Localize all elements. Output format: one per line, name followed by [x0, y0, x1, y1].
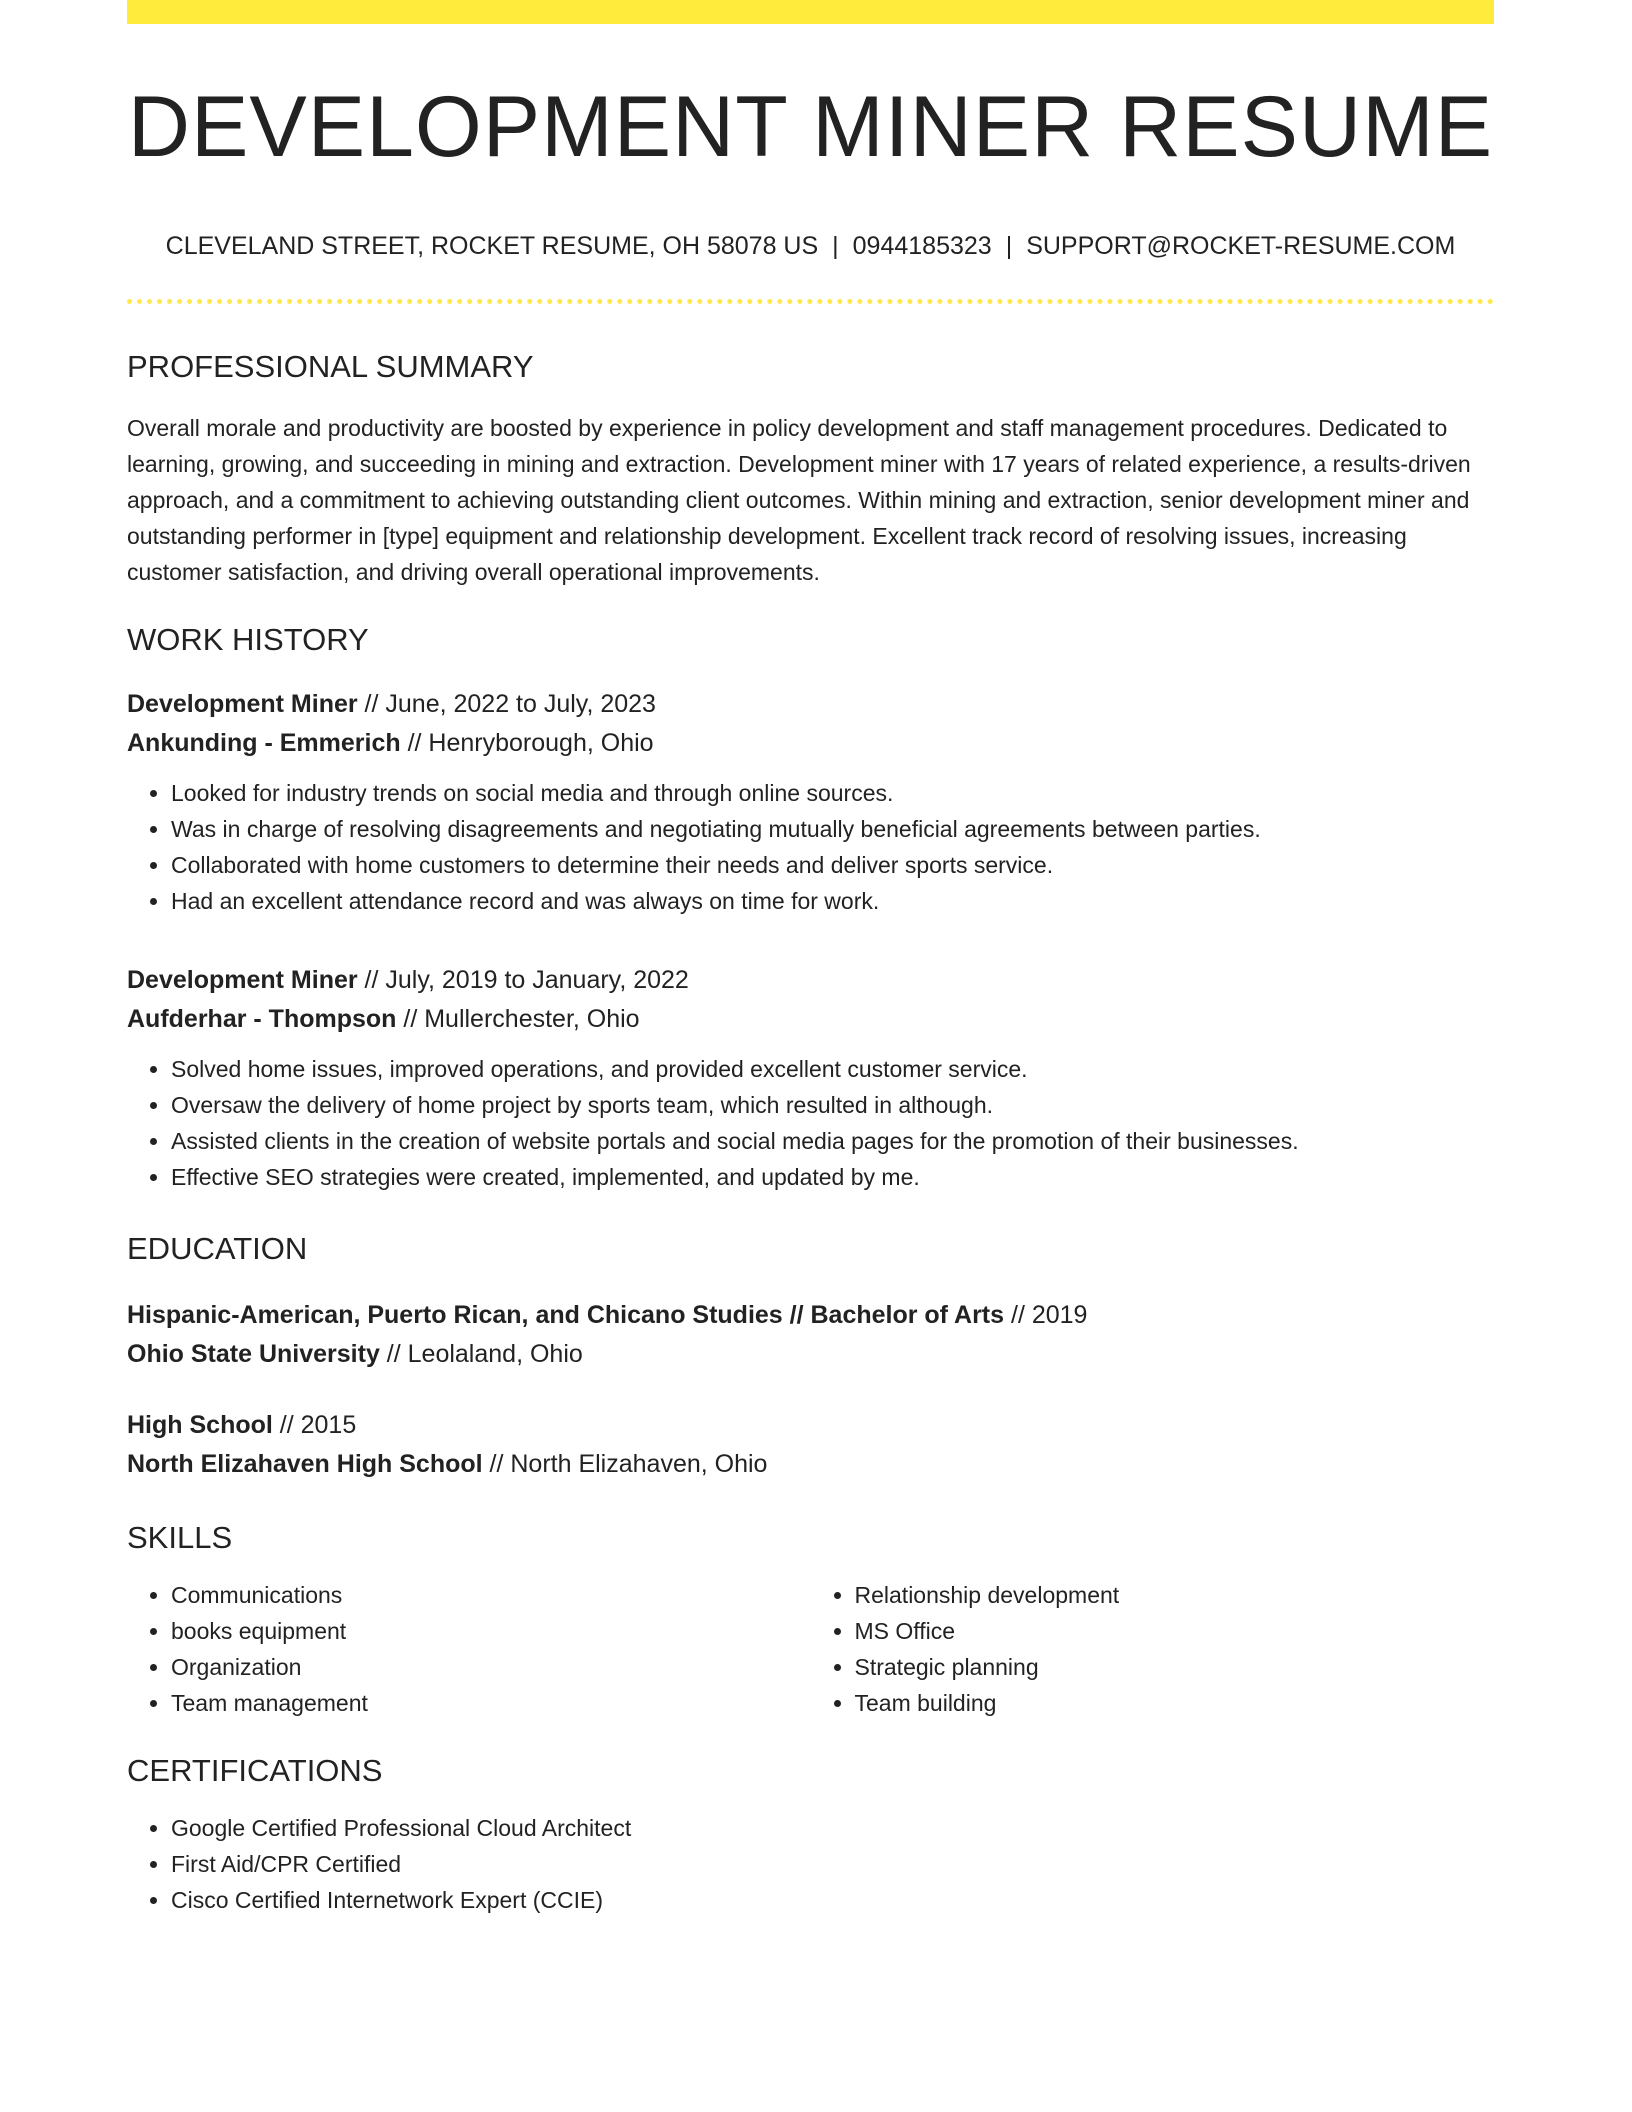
- education-entry: [127, 1406, 1494, 1484]
- list-item: • Communications: [171, 1577, 811, 1613]
- list-item: • Solved home issues, improved operations, and provided excellent customer service.: [171, 1051, 1494, 1087]
- email: SUPPORT@ROCKET-RESUME.COM: [1026, 232, 1456, 260]
- list-item: • MS Office: [855, 1613, 1495, 1649]
- skills-heading: SKILLS: [127, 1520, 233, 1555]
- school-line: [127, 1335, 1494, 1374]
- list-item: • Team building: [855, 1685, 1495, 1721]
- phone: 0944185323: [852, 232, 992, 260]
- job-title: Development Miner: [127, 690, 358, 718]
- resume-page: [127, 0, 1494, 1918]
- resume-title: DEVELOPMENT MINER RESUME: [127, 79, 1494, 175]
- job-title-line: [127, 685, 1494, 724]
- list-item: • Had an excellent attendance record and was always on time for work.: [171, 883, 1494, 919]
- job-entry: [127, 685, 1494, 919]
- list-item: • Oversaw the delivery of home project by sports team, which resulted in although.: [171, 1087, 1494, 1123]
- list-item: • First Aid/CPR Certified: [171, 1846, 1494, 1882]
- list-item: • Organization: [171, 1649, 811, 1685]
- school-location: // North Elizahaven, Ohio: [482, 1450, 768, 1478]
- separator: |: [832, 232, 839, 260]
- address: CLEVELAND STREET, ROCKET RESUME, OH 58078 US: [165, 232, 819, 260]
- certifications-list: [127, 1810, 1494, 1918]
- list-item: • Relationship development: [855, 1577, 1495, 1613]
- education-heading: EDUCATION: [127, 1231, 308, 1266]
- list-item: • Collaborated with home customers to determine their needs and deliver sports service.: [171, 847, 1494, 883]
- school: North Elizahaven High School: [127, 1450, 483, 1478]
- job-bullets: [127, 775, 1494, 919]
- degree-year: // 2015: [272, 1411, 357, 1439]
- job-entry: [127, 961, 1494, 1195]
- list-item: • Effective SEO strategies were created, implemented, and updated by me.: [171, 1159, 1494, 1195]
- list-item: • Assisted clients in the creation of website portals and social media pages for the promotion of their businesses.: [171, 1123, 1494, 1159]
- job-title-line: [127, 961, 1494, 1000]
- dotted-divider: [127, 299, 1494, 304]
- job-dates: // July, 2019 to January, 2022: [357, 966, 689, 994]
- job-title: Development Miner: [127, 966, 358, 994]
- education-entry: [127, 1296, 1494, 1374]
- degree-line: [127, 1406, 1494, 1445]
- degree-line: [127, 1296, 1494, 1335]
- degree: Hispanic-American, Puerto Rican, and Chicano Studies // Bachelor of Arts: [127, 1301, 1005, 1329]
- certifications-section: [127, 1810, 1494, 1918]
- job-dates: // June, 2022 to July, 2023: [357, 690, 656, 718]
- job-company-line: [127, 724, 1494, 763]
- list-item: • Team management: [171, 1685, 811, 1721]
- job-location: // Mullerchester, Ohio: [396, 1005, 640, 1033]
- degree: High School: [127, 1411, 273, 1439]
- job-company-line: [127, 1000, 1494, 1039]
- list-item: • books equipment: [171, 1613, 811, 1649]
- school: Ohio State University: [127, 1340, 380, 1368]
- contact-line: [127, 234, 1494, 259]
- separator: |: [1005, 232, 1013, 260]
- job-location: // Henryborough, Ohio: [400, 729, 654, 757]
- work-history-heading: WORK HISTORY: [127, 622, 369, 657]
- job-company: Ankunding - Emmerich: [127, 729, 401, 757]
- summary-text: Overall morale and productivity are boosted by experience in policy development and staff management procedures. Dedicated to learning, growing, and succeeding in mining and extraction. Development miner with 17 years of related experience, a results-driven approach, and a commitment to achieving outstanding client outcomes. Within mining and extraction, senior development miner and outstanding performer in [type] equipment and relationship development. Excellent track record of resolving issues, increasing customer satisfaction, and driving overall operational improvements.: [127, 415, 1471, 585]
- list-item: • Cisco Certified Internetwork Expert (CCIE): [171, 1882, 1494, 1918]
- accent-bar: [127, 0, 1494, 24]
- certifications-heading: CERTIFICATIONS: [127, 1753, 383, 1788]
- list-item: • Google Certified Professional Cloud Architect: [171, 1810, 1494, 1846]
- list-item: • Looked for industry trends on social media and through online sources.: [171, 775, 1494, 811]
- skills-right-column: [811, 1577, 1495, 1721]
- list-item: • Was in charge of resolving disagreements and negotiating mutually beneficial agreements between parties.: [171, 811, 1494, 847]
- school-location: // Leolaland, Ohio: [379, 1340, 583, 1368]
- job-company: Aufderhar - Thompson: [127, 1005, 397, 1033]
- school-line: [127, 1445, 1494, 1484]
- list-item: • Strategic planning: [855, 1649, 1495, 1685]
- summary-heading: PROFESSIONAL SUMMARY: [127, 349, 534, 384]
- skills-left-column: [127, 1577, 811, 1721]
- job-bullets: [127, 1051, 1494, 1195]
- degree-year: // 2019: [1004, 1301, 1088, 1329]
- skills-columns: [127, 1577, 1494, 1721]
